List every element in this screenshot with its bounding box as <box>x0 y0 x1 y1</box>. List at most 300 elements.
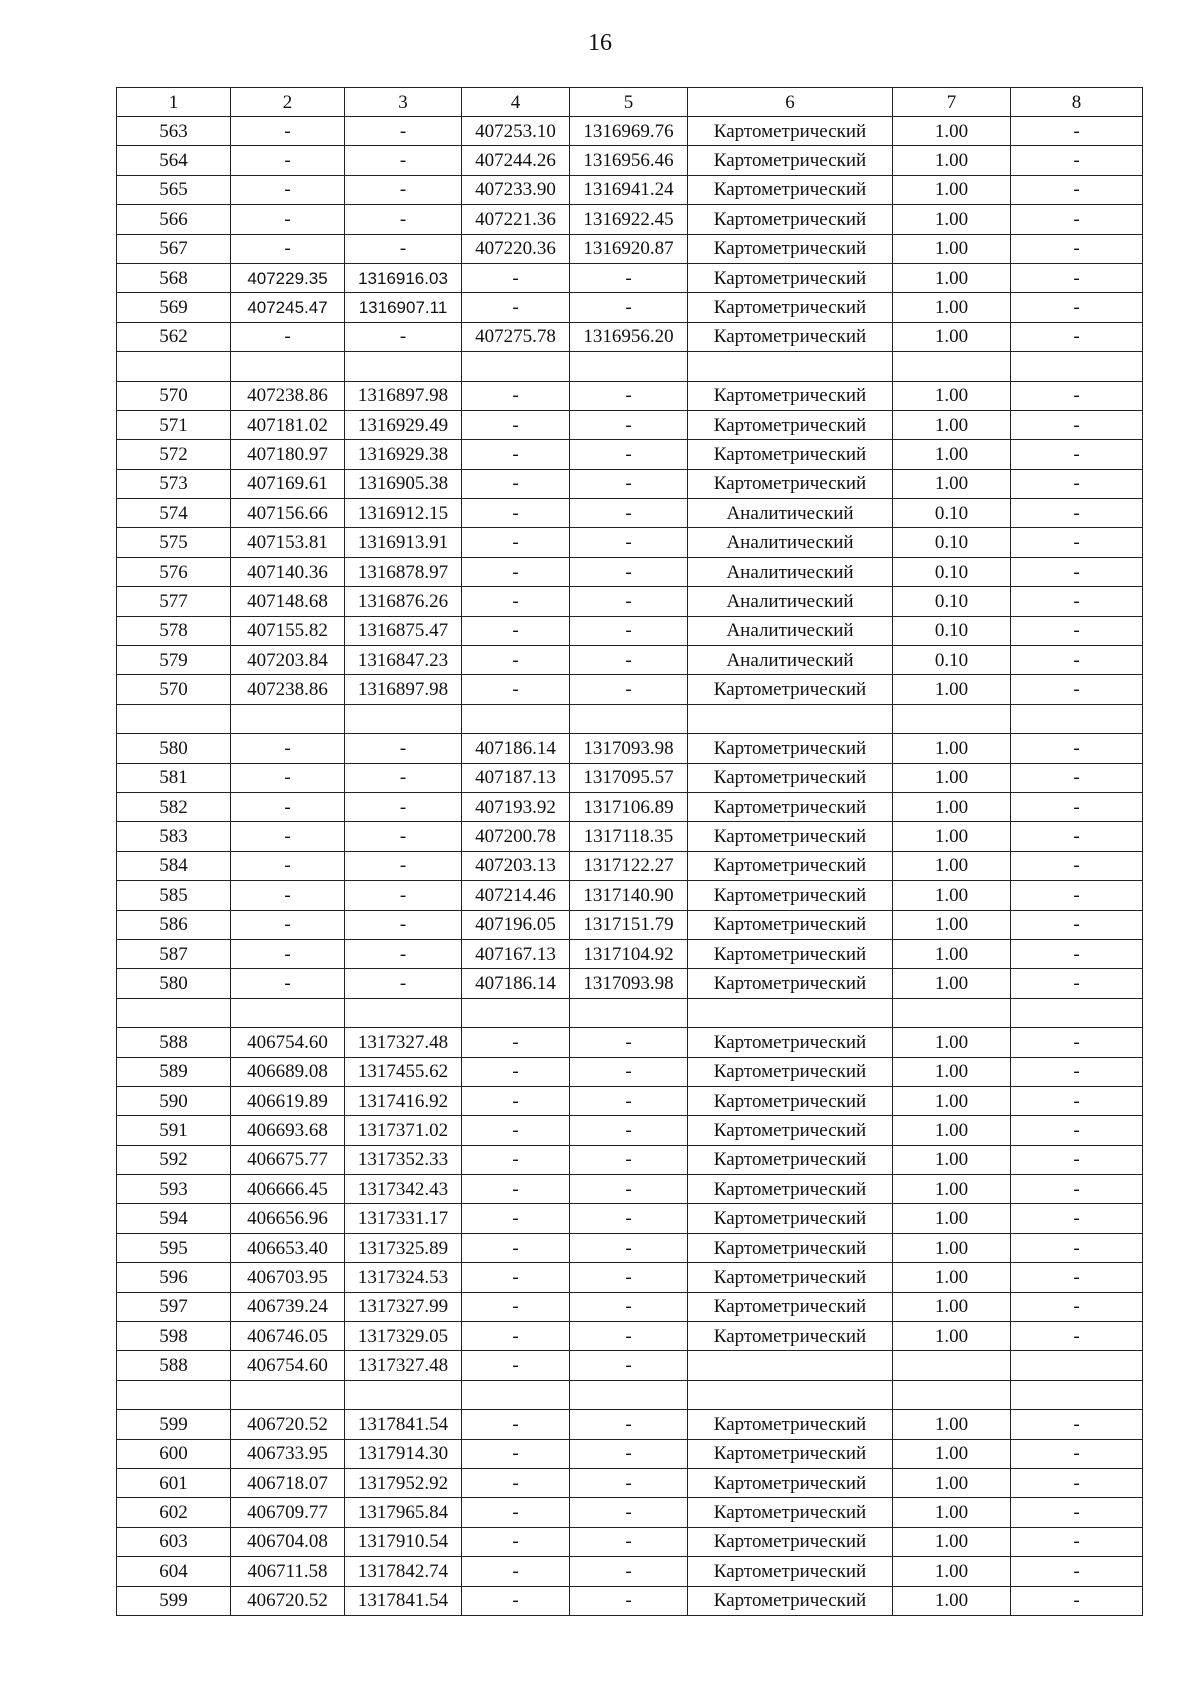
x-new-cell: - <box>462 1292 570 1321</box>
x-old-cell: 407169.61 <box>231 469 345 498</box>
y-new-cell: - <box>570 1116 688 1145</box>
point-number-cell: 602 <box>117 1498 231 1527</box>
y-old-cell: - <box>345 117 462 146</box>
x-old-cell: 406619.89 <box>231 1086 345 1115</box>
note-cell: - <box>1011 792 1143 821</box>
y-old-cell: 1316876.26 <box>345 587 462 616</box>
y-new-cell: - <box>570 1263 688 1292</box>
point-number-cell: 572 <box>117 440 231 469</box>
point-number-cell: 587 <box>117 939 231 968</box>
note-cell: - <box>1011 851 1143 880</box>
y-new-cell: - <box>570 675 688 704</box>
y-new-cell: 1316920.87 <box>570 234 688 263</box>
x-old-cell: 406739.24 <box>231 1292 345 1321</box>
y-new-cell: - <box>570 1557 688 1586</box>
y-old-cell: - <box>345 763 462 792</box>
note-cell: - <box>1011 822 1143 851</box>
accuracy-cell: 0.10 <box>893 616 1011 645</box>
y-old-cell: 1317965.84 <box>345 1498 462 1527</box>
table-row <box>117 322 1143 351</box>
empty-cell <box>345 352 462 381</box>
x-new-cell: 407203.13 <box>462 851 570 880</box>
x-new-cell: - <box>462 557 570 586</box>
y-old-cell: - <box>345 322 462 351</box>
empty-cell <box>893 1380 1011 1409</box>
method-cell: Картометрический <box>688 1527 893 1556</box>
table-row <box>117 675 1143 704</box>
accuracy-cell: 1.00 <box>893 1145 1011 1174</box>
x-old-cell: - <box>231 322 345 351</box>
table-row <box>117 646 1143 675</box>
note-cell: - <box>1011 1410 1143 1439</box>
y-old-cell: 1317914.30 <box>345 1439 462 1468</box>
note-cell: - <box>1011 1322 1143 1351</box>
x-new-cell: - <box>462 381 570 410</box>
y-new-cell: - <box>570 1233 688 1262</box>
y-new-cell: - <box>570 528 688 557</box>
accuracy-cell: 1.00 <box>893 205 1011 234</box>
empty-cell <box>1011 998 1143 1027</box>
accuracy-cell: 1.00 <box>893 1498 1011 1527</box>
table-row <box>117 1557 1143 1586</box>
x-old-cell: - <box>231 117 345 146</box>
x-old-cell: - <box>231 822 345 851</box>
accuracy-cell: 1.00 <box>893 1527 1011 1556</box>
table-row <box>117 763 1143 792</box>
x-new-cell: - <box>462 1175 570 1204</box>
y-old-cell: - <box>345 792 462 821</box>
point-number-cell: 576 <box>117 557 231 586</box>
note-cell: - <box>1011 499 1143 528</box>
method-cell: Картометрический <box>688 1233 893 1262</box>
y-old-cell: 1317342.43 <box>345 1175 462 1204</box>
accuracy-cell: 1.00 <box>893 175 1011 204</box>
empty-cell <box>570 1380 688 1409</box>
point-number-cell: 597 <box>117 1292 231 1321</box>
accuracy-cell: 1.00 <box>893 322 1011 351</box>
accuracy-cell: 1.00 <box>893 822 1011 851</box>
x-new-cell: 407200.78 <box>462 822 570 851</box>
method-cell: Картометрический <box>688 1410 893 1439</box>
accuracy-cell: 1.00 <box>893 1204 1011 1233</box>
note-cell: - <box>1011 910 1143 939</box>
y-old-cell: 1317455.62 <box>345 1057 462 1086</box>
y-old-cell: 1316907.11 <box>345 293 462 322</box>
note-cell: - <box>1011 1175 1143 1204</box>
point-number-cell: 581 <box>117 763 231 792</box>
empty-cell <box>893 998 1011 1027</box>
empty-cell <box>231 998 345 1027</box>
x-new-cell: - <box>462 1527 570 1556</box>
note-cell: - <box>1011 1439 1143 1468</box>
method-cell: Картометрический <box>688 881 893 910</box>
note-cell: - <box>1011 117 1143 146</box>
accuracy-cell: 1.00 <box>893 675 1011 704</box>
y-new-cell: 1316956.20 <box>570 322 688 351</box>
y-new-cell: - <box>570 410 688 439</box>
method-cell: Аналитический <box>688 499 893 528</box>
table-header-row <box>117 88 1143 117</box>
x-new-cell: - <box>462 263 570 292</box>
y-old-cell: 1316905.38 <box>345 469 462 498</box>
x-old-cell: 407203.84 <box>231 646 345 675</box>
x-old-cell: 407153.81 <box>231 528 345 557</box>
accuracy-cell: 0.10 <box>893 557 1011 586</box>
method-cell: Картометрический <box>688 117 893 146</box>
x-old-cell: - <box>231 234 345 263</box>
y-new-cell: 1317095.57 <box>570 763 688 792</box>
point-number-cell: 603 <box>117 1527 231 1556</box>
y-old-cell: 1317910.54 <box>345 1527 462 1556</box>
method-cell: Картометрический <box>688 1292 893 1321</box>
point-number-cell: 584 <box>117 851 231 880</box>
x-new-cell: - <box>462 1322 570 1351</box>
note-cell: - <box>1011 1557 1143 1586</box>
x-new-cell: - <box>462 410 570 439</box>
accuracy-cell: 1.00 <box>893 293 1011 322</box>
column-header: 5 <box>570 88 688 117</box>
x-new-cell: 407196.05 <box>462 910 570 939</box>
accuracy-cell: 0.10 <box>893 499 1011 528</box>
point-number-cell: 577 <box>117 587 231 616</box>
y-old-cell: 1317371.02 <box>345 1116 462 1145</box>
table-row <box>117 528 1143 557</box>
y-new-cell: - <box>570 616 688 645</box>
y-new-cell: - <box>570 1057 688 1086</box>
y-old-cell: 1316913.91 <box>345 528 462 557</box>
x-old-cell: 407155.82 <box>231 616 345 645</box>
x-new-cell: - <box>462 1410 570 1439</box>
x-old-cell: 406754.60 <box>231 1028 345 1057</box>
table-row <box>117 1175 1143 1204</box>
table-row <box>117 440 1143 469</box>
note-cell: - <box>1011 1233 1143 1262</box>
point-number-cell: 570 <box>117 381 231 410</box>
y-old-cell: - <box>345 851 462 880</box>
method-cell: Картометрический <box>688 1557 893 1586</box>
x-new-cell: - <box>462 293 570 322</box>
x-new-cell: - <box>462 1057 570 1086</box>
x-new-cell: - <box>462 1145 570 1174</box>
x-old-cell: 406675.77 <box>231 1145 345 1174</box>
point-number-cell: 599 <box>117 1410 231 1439</box>
y-new-cell: - <box>570 1527 688 1556</box>
point-number-cell: 594 <box>117 1204 231 1233</box>
point-number-cell: 574 <box>117 499 231 528</box>
method-cell: Картометрический <box>688 440 893 469</box>
y-old-cell: - <box>345 175 462 204</box>
y-new-cell: - <box>570 1439 688 1468</box>
x-old-cell: 406718.07 <box>231 1468 345 1497</box>
x-new-cell: 407233.90 <box>462 175 570 204</box>
accuracy-cell: 1.00 <box>893 1557 1011 1586</box>
x-new-cell: - <box>462 646 570 675</box>
x-old-cell: 406754.60 <box>231 1351 345 1380</box>
point-number-cell: 595 <box>117 1233 231 1262</box>
y-old-cell: 1317352.33 <box>345 1145 462 1174</box>
table-row <box>117 175 1143 204</box>
method-cell: Картометрический <box>688 734 893 763</box>
note-cell: - <box>1011 1586 1143 1615</box>
method-cell: Картометрический <box>688 1116 893 1145</box>
x-old-cell: 407245.47 <box>231 293 345 322</box>
x-old-cell: 406733.95 <box>231 1439 345 1468</box>
accuracy-cell: 1.00 <box>893 851 1011 880</box>
x-old-cell: 407140.36 <box>231 557 345 586</box>
point-number-cell: 599 <box>117 1586 231 1615</box>
point-number-cell: 600 <box>117 1439 231 1468</box>
y-old-cell: - <box>345 234 462 263</box>
y-old-cell: 1317324.53 <box>345 1263 462 1292</box>
table-row <box>117 293 1143 322</box>
method-cell: Картометрический <box>688 1586 893 1615</box>
y-new-cell: 1317151.79 <box>570 910 688 939</box>
note-cell: - <box>1011 557 1143 586</box>
x-new-cell: - <box>462 1086 570 1115</box>
x-old-cell: 406746.05 <box>231 1322 345 1351</box>
method-cell: Картометрический <box>688 675 893 704</box>
column-header: 1 <box>117 88 231 117</box>
point-number-cell: 586 <box>117 910 231 939</box>
point-number-cell: 564 <box>117 146 231 175</box>
x-old-cell: 406709.77 <box>231 1498 345 1527</box>
method-cell: Картометрический <box>688 763 893 792</box>
note-cell: - <box>1011 1498 1143 1527</box>
x-old-cell: 406689.08 <box>231 1057 345 1086</box>
empty-cell <box>570 998 688 1027</box>
method-cell: Картометрический <box>688 1175 893 1204</box>
note-cell: - <box>1011 1263 1143 1292</box>
point-number-cell: 592 <box>117 1145 231 1174</box>
method-cell: Картометрический <box>688 469 893 498</box>
point-number-cell: 585 <box>117 881 231 910</box>
empty-cell <box>231 352 345 381</box>
note-cell: - <box>1011 939 1143 968</box>
empty-cell <box>345 704 462 733</box>
table-row <box>117 616 1143 645</box>
empty-cell <box>462 704 570 733</box>
method-cell: Картометрический <box>688 939 893 968</box>
x-new-cell: - <box>462 1028 570 1057</box>
point-number-cell: 583 <box>117 822 231 851</box>
method-cell: Картометрический <box>688 1086 893 1115</box>
accuracy-cell: 1.00 <box>893 410 1011 439</box>
point-number-cell: 569 <box>117 293 231 322</box>
y-new-cell: - <box>570 1292 688 1321</box>
y-new-cell: - <box>570 1322 688 1351</box>
empty-cell <box>570 352 688 381</box>
accuracy-cell: 1.00 <box>893 1086 1011 1115</box>
y-new-cell: - <box>570 1145 688 1174</box>
point-number-cell: 573 <box>117 469 231 498</box>
method-cell <box>688 1351 893 1380</box>
y-new-cell: - <box>570 1468 688 1497</box>
y-old-cell: - <box>345 205 462 234</box>
note-cell: - <box>1011 616 1143 645</box>
point-number-cell: 588 <box>117 1351 231 1380</box>
column-header: 6 <box>688 88 893 117</box>
x-old-cell: 407156.66 <box>231 499 345 528</box>
empty-cell <box>893 352 1011 381</box>
y-old-cell: - <box>345 969 462 998</box>
x-new-cell: - <box>462 1586 570 1615</box>
coordinates-table <box>116 87 1143 1616</box>
x-old-cell: 406720.52 <box>231 1586 345 1615</box>
method-cell: Картометрический <box>688 1204 893 1233</box>
accuracy-cell: 1.00 <box>893 881 1011 910</box>
note-cell: - <box>1011 763 1143 792</box>
empty-cell <box>570 704 688 733</box>
x-new-cell: - <box>462 1263 570 1292</box>
method-cell: Картометрический <box>688 822 893 851</box>
y-old-cell: 1317327.48 <box>345 1351 462 1380</box>
method-cell: Картометрический <box>688 293 893 322</box>
point-number-cell: 565 <box>117 175 231 204</box>
note-cell: - <box>1011 410 1143 439</box>
accuracy-cell: 1.00 <box>893 1175 1011 1204</box>
empty-cell <box>117 1380 231 1409</box>
table-row <box>117 910 1143 939</box>
method-cell: Картометрический <box>688 1439 893 1468</box>
method-cell: Картометрический <box>688 322 893 351</box>
empty-cell <box>893 704 1011 733</box>
table-row <box>117 881 1143 910</box>
point-number-cell: 568 <box>117 263 231 292</box>
accuracy-cell: 1.00 <box>893 117 1011 146</box>
x-old-cell: - <box>231 881 345 910</box>
point-number-cell: 579 <box>117 646 231 675</box>
point-number-cell: 591 <box>117 1116 231 1145</box>
point-number-cell: 604 <box>117 1557 231 1586</box>
x-old-cell: 406704.08 <box>231 1527 345 1556</box>
method-cell: Картометрический <box>688 1322 893 1351</box>
method-cell: Картометрический <box>688 381 893 410</box>
y-old-cell: 1316916.03 <box>345 263 462 292</box>
y-new-cell: - <box>570 1175 688 1204</box>
accuracy-cell: 1.00 <box>893 1468 1011 1497</box>
y-new-cell: - <box>570 1498 688 1527</box>
table-row <box>117 263 1143 292</box>
x-old-cell: - <box>231 910 345 939</box>
column-header: 8 <box>1011 88 1143 117</box>
empty-cell <box>345 1380 462 1409</box>
note-cell: - <box>1011 263 1143 292</box>
x-old-cell: 407148.68 <box>231 587 345 616</box>
table-row <box>117 587 1143 616</box>
table-row <box>117 1351 1143 1380</box>
page-number: 16 <box>588 30 612 56</box>
empty-cell <box>117 352 231 381</box>
empty-cell <box>345 998 462 1027</box>
accuracy-cell: 1.00 <box>893 381 1011 410</box>
accuracy-cell: 1.00 <box>893 1057 1011 1086</box>
table-row <box>117 1057 1143 1086</box>
x-old-cell: 407181.02 <box>231 410 345 439</box>
point-number-cell: 601 <box>117 1468 231 1497</box>
empty-cell <box>462 998 570 1027</box>
table-row <box>117 1292 1143 1321</box>
note-cell: - <box>1011 293 1143 322</box>
y-new-cell: 1317104.92 <box>570 939 688 968</box>
column-header: 2 <box>231 88 345 117</box>
y-new-cell: 1317122.27 <box>570 851 688 880</box>
x-old-cell: - <box>231 792 345 821</box>
method-cell: Аналитический <box>688 528 893 557</box>
y-new-cell: 1316922.45 <box>570 205 688 234</box>
note-cell: - <box>1011 381 1143 410</box>
x-new-cell: 407253.10 <box>462 117 570 146</box>
x-old-cell: 406703.95 <box>231 1263 345 1292</box>
note-cell: - <box>1011 881 1143 910</box>
x-old-cell: 407238.86 <box>231 675 345 704</box>
note-cell: - <box>1011 1145 1143 1174</box>
method-cell: Аналитический <box>688 587 893 616</box>
y-old-cell: - <box>345 734 462 763</box>
x-new-cell: - <box>462 1439 570 1468</box>
note-cell: - <box>1011 322 1143 351</box>
note-cell <box>1011 1351 1143 1380</box>
point-number-cell: 582 <box>117 792 231 821</box>
separator-row <box>117 1380 1143 1409</box>
y-old-cell: 1317327.99 <box>345 1292 462 1321</box>
x-old-cell: - <box>231 969 345 998</box>
point-number-cell: 589 <box>117 1057 231 1086</box>
y-new-cell: - <box>570 381 688 410</box>
table-row <box>117 792 1143 821</box>
y-old-cell: 1316897.98 <box>345 381 462 410</box>
note-cell: - <box>1011 734 1143 763</box>
empty-cell <box>688 704 893 733</box>
y-old-cell: - <box>345 146 462 175</box>
note-cell: - <box>1011 175 1143 204</box>
y-new-cell: 1317093.98 <box>570 969 688 998</box>
x-old-cell: 406666.45 <box>231 1175 345 1204</box>
empty-cell <box>1011 1380 1143 1409</box>
x-new-cell: - <box>462 499 570 528</box>
x-new-cell: - <box>462 1233 570 1262</box>
accuracy-cell: 1.00 <box>893 910 1011 939</box>
column-header: 7 <box>893 88 1011 117</box>
y-new-cell: 1316956.46 <box>570 146 688 175</box>
accuracy-cell <box>893 1351 1011 1380</box>
y-old-cell: 1317841.54 <box>345 1410 462 1439</box>
y-old-cell: 1317842.74 <box>345 1557 462 1586</box>
empty-cell <box>117 704 231 733</box>
point-number-cell: 566 <box>117 205 231 234</box>
column-header: 3 <box>345 88 462 117</box>
x-old-cell: 406656.96 <box>231 1204 345 1233</box>
accuracy-cell: 1.00 <box>893 939 1011 968</box>
note-cell: - <box>1011 675 1143 704</box>
method-cell: Картометрический <box>688 910 893 939</box>
accuracy-cell: 0.10 <box>893 528 1011 557</box>
table-row <box>117 469 1143 498</box>
table-row <box>117 1322 1143 1351</box>
x-old-cell: - <box>231 205 345 234</box>
accuracy-cell: 1.00 <box>893 234 1011 263</box>
y-old-cell: 1317331.17 <box>345 1204 462 1233</box>
y-new-cell: - <box>570 587 688 616</box>
table-row <box>117 1028 1143 1057</box>
accuracy-cell: 1.00 <box>893 263 1011 292</box>
method-cell: Картометрический <box>688 410 893 439</box>
y-old-cell: 1316929.49 <box>345 410 462 439</box>
table-row <box>117 1233 1143 1262</box>
table-row <box>117 1410 1143 1439</box>
method-cell: Картометрический <box>688 175 893 204</box>
x-old-cell: 406693.68 <box>231 1116 345 1145</box>
table-row <box>117 205 1143 234</box>
